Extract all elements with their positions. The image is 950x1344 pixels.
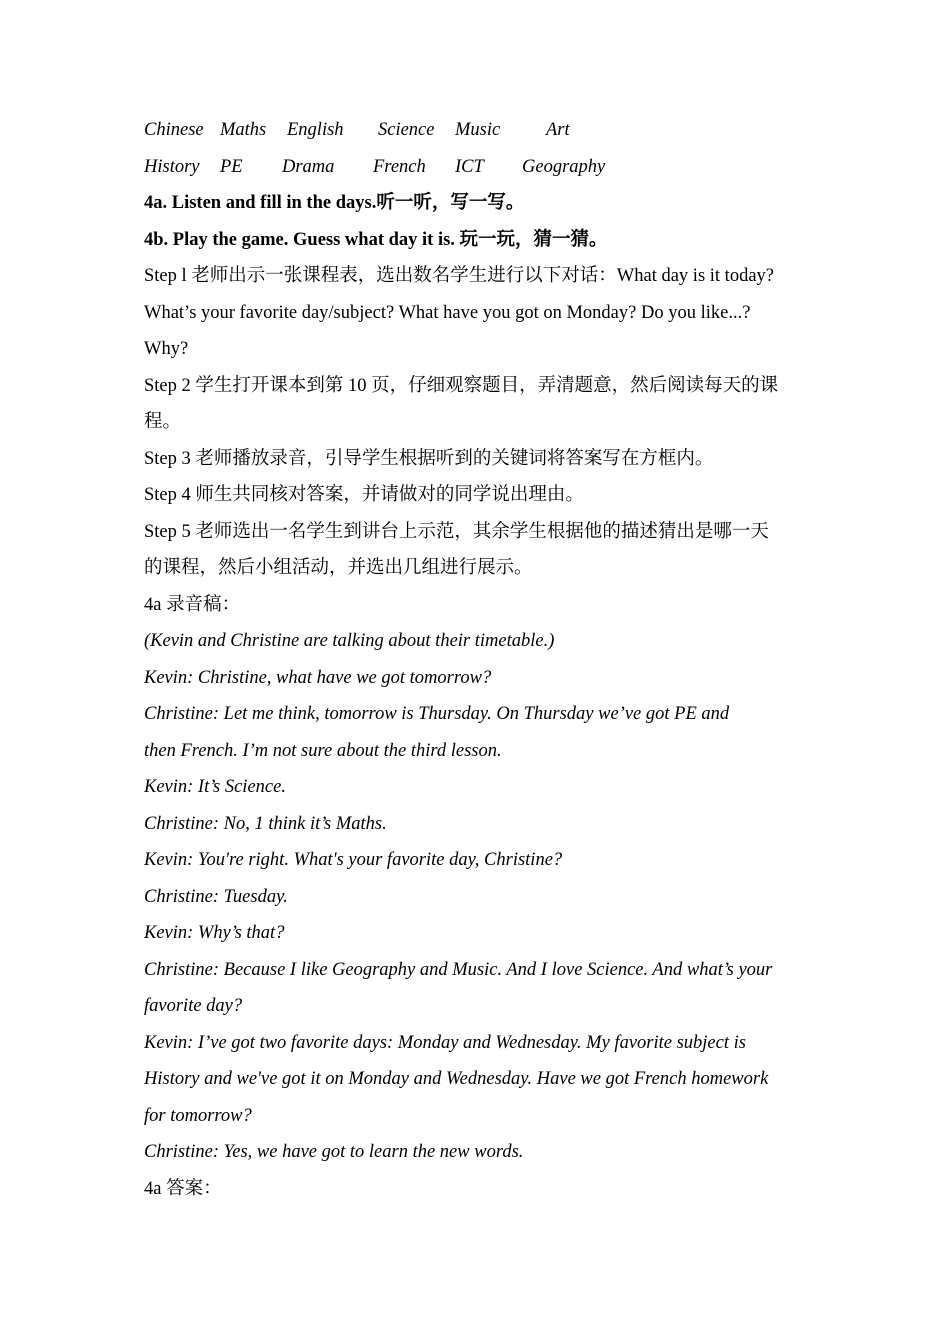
transcript-line: Christine: Tuesday. xyxy=(144,886,288,907)
subject-geography: Geography xyxy=(522,156,606,177)
answer-title: 4a 答案： xyxy=(144,1178,222,1199)
transcript-line: Kevin: It’s Science. xyxy=(144,777,286,797)
step-1-line-1: Step l 老师出示一张课程表，选出数名学生进行以下对话：What day is it today? xyxy=(144,266,774,286)
step-5-line-2: 的课程，然后小组活动，并选出几组进行展示。 xyxy=(144,558,533,578)
transcript-line: Kevin: I’ve got two favorite days: Monday and Wednesday. My favorite subject is xyxy=(144,1032,746,1053)
transcript-line: Kevin: Christine, what have we got tomorrow? xyxy=(144,667,492,688)
transcript-line: Christine: Yes, we have got to learn the new words. xyxy=(144,1142,524,1162)
heading-4a: 4a. Listen and fill in the days.听一听，写一写。 xyxy=(144,193,525,213)
subject-drama: Drama xyxy=(282,156,335,177)
transcript-line: Kevin: Why’s that? xyxy=(144,923,285,943)
step-3: Step 3 老师播放录音，引导学生根据听到的关键词将答案写在方框内。 xyxy=(144,448,714,469)
step-1-line-3: Why? xyxy=(144,339,189,359)
step-1-line-2: What’s your favorite day/subject? What have you got on Monday? Do you like...? xyxy=(144,302,751,323)
subject-science: Science xyxy=(378,120,435,140)
transcript-line: History and we've got it on Monday and Wednesday. Have we got French homework xyxy=(144,1069,769,1089)
subject-music: Music xyxy=(455,120,501,140)
transcript-line: Christine: Let me think, tomorrow is Thursday. On Thursday we’ve got PE and xyxy=(144,704,730,724)
subject-history: History xyxy=(144,156,200,177)
transcript-line: then French. I’m not sure about the third lesson. xyxy=(144,740,502,761)
subject-ict: ICT xyxy=(455,156,484,177)
subject-maths: Maths xyxy=(220,120,267,140)
step-5-line-1: Step 5 老师选出一名学生到讲台上示范，其余学生根据他的描述猜出是哪一天 xyxy=(144,521,769,542)
step-4: Step 4 师生共同核对答案，并请做对的同学说出理由。 xyxy=(144,485,584,505)
document-page xyxy=(144,112,804,1207)
subject-chinese: Chinese xyxy=(144,120,204,140)
subject-english: English xyxy=(287,120,344,140)
transcript-line: Christine: No, 1 think it’s Maths. xyxy=(144,813,387,834)
transcript-title: 4a 录音稿： xyxy=(144,594,241,615)
transcript-line: Kevin: You're right. What's your favorite day, Christine? xyxy=(144,850,563,870)
subjects-row-1 xyxy=(144,112,804,149)
transcript-line: (Kevin and Christine are talking about their timetable.) xyxy=(144,631,555,651)
step-2-line-2: 程。 xyxy=(144,412,182,432)
transcript-line: for tomorrow? xyxy=(144,1105,252,1126)
transcript-line: Christine: Because I like Geography and Music. And I love Science. And what’s your xyxy=(144,959,773,980)
transcript-line: favorite day? xyxy=(144,996,243,1016)
subject-french: French xyxy=(373,156,426,177)
subject-pe: PE xyxy=(220,156,243,177)
subject-art: Art xyxy=(546,120,570,140)
heading-4b: 4b. Play the game. Guess what day it is. 玩一玩，猜一猜。 xyxy=(144,229,608,250)
step-2-line-1: Step 2 学生打开课本到第 10 页，仔细观察题目，弄清题意，然后阅读每天的课 xyxy=(144,375,779,396)
subjects-row-2 xyxy=(144,149,804,186)
